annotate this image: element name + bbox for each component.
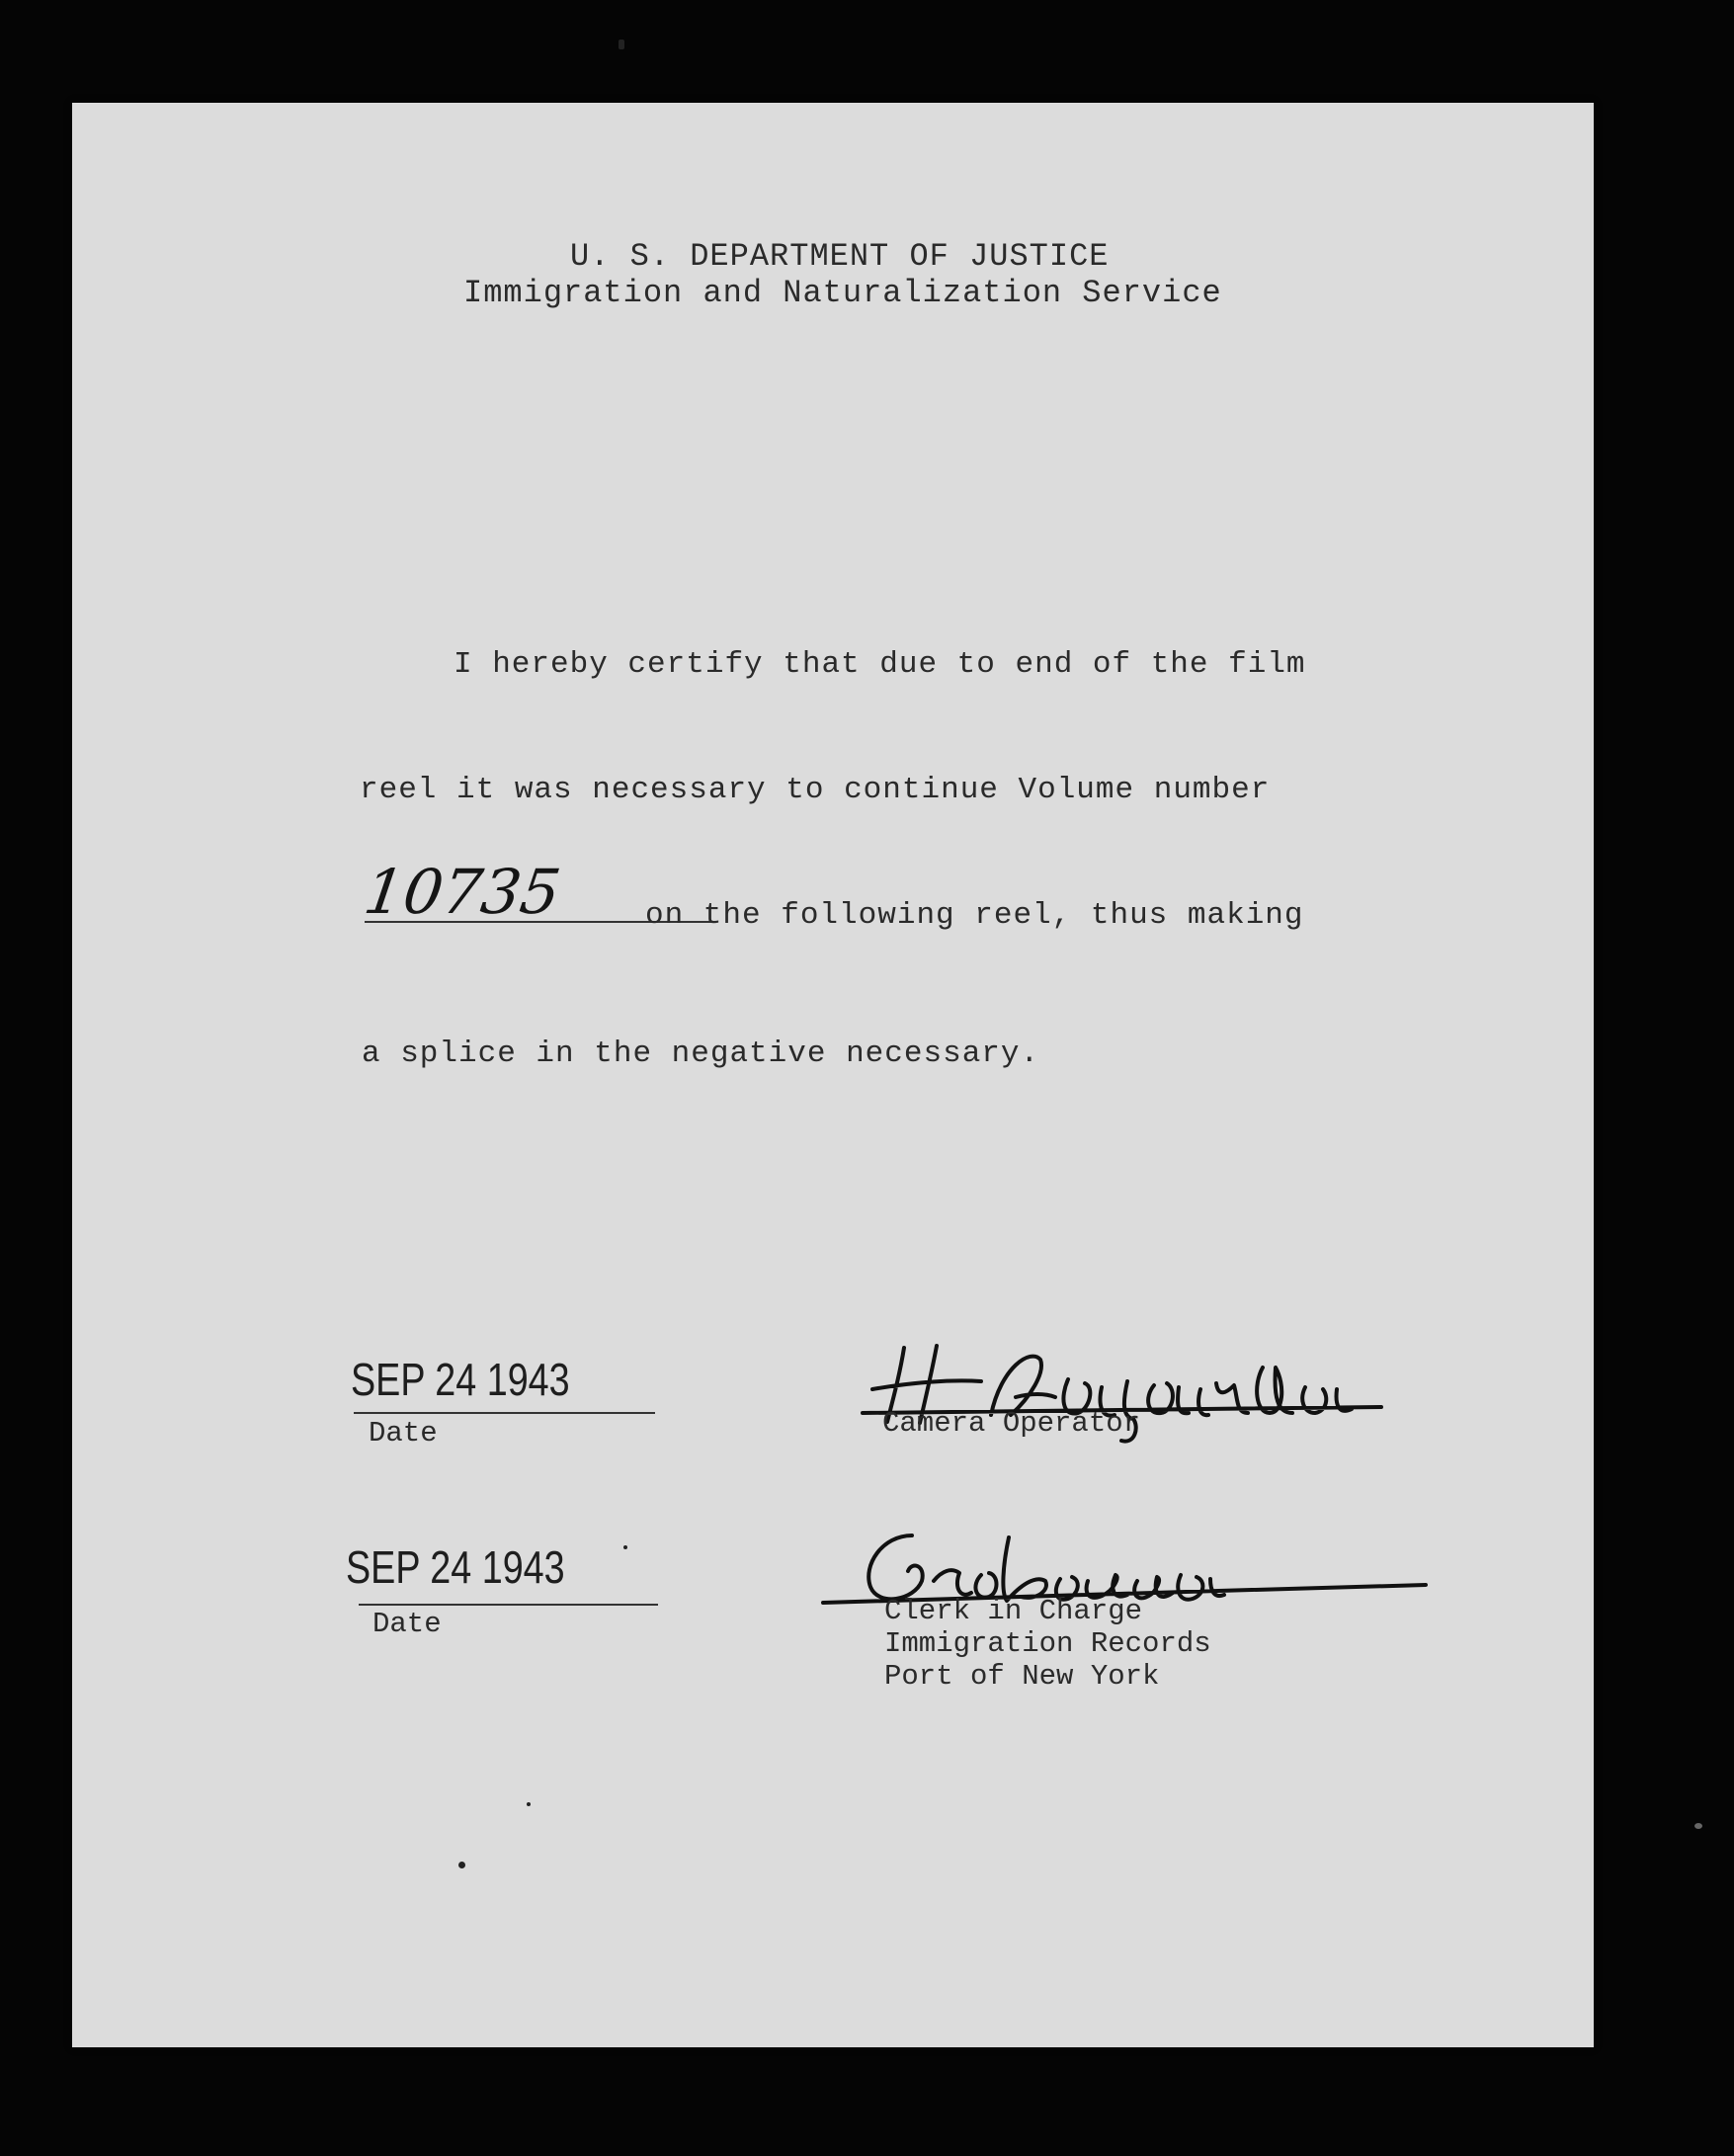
date-line-1 (354, 1412, 655, 1414)
camera-operator-label: Camera Operator (882, 1407, 1141, 1440)
clerk-title-line-3: Port of New York (884, 1660, 1160, 1693)
certification-line-4: a splice in the negative necessary. (362, 1037, 1040, 1071)
date-stamp-2: SEP 24 1943 (346, 1541, 565, 1593)
date-stamp-1: SEP 24 1943 (351, 1354, 570, 1405)
clerk-title-line-1: Clerk in Charge (884, 1595, 1143, 1627)
certification-line-2: reel it was necessary to continue Volume number (360, 773, 1271, 807)
paper-speck (458, 1862, 465, 1868)
certification-line-3: on the following reel, thus making (645, 898, 1304, 933)
clerk-title-line-2: Immigration Records (884, 1627, 1211, 1660)
paper-speck (623, 1545, 627, 1549)
film-speck (619, 40, 624, 49)
agency-heading: U. S. DEPARTMENT OF JUSTICE (570, 238, 1110, 275)
service-heading: Immigration and Naturalization Service (463, 275, 1222, 311)
document-page (72, 103, 1594, 2047)
film-speck (1694, 1823, 1702, 1829)
certification-line-1: I hereby certify that due to end of the film (454, 647, 1306, 682)
date-label-1: Date (369, 1417, 438, 1450)
paper-speck (527, 1802, 531, 1806)
date-line-2 (359, 1604, 658, 1606)
date-label-2: Date (372, 1608, 442, 1640)
volume-number-text: 10735 (360, 856, 565, 928)
